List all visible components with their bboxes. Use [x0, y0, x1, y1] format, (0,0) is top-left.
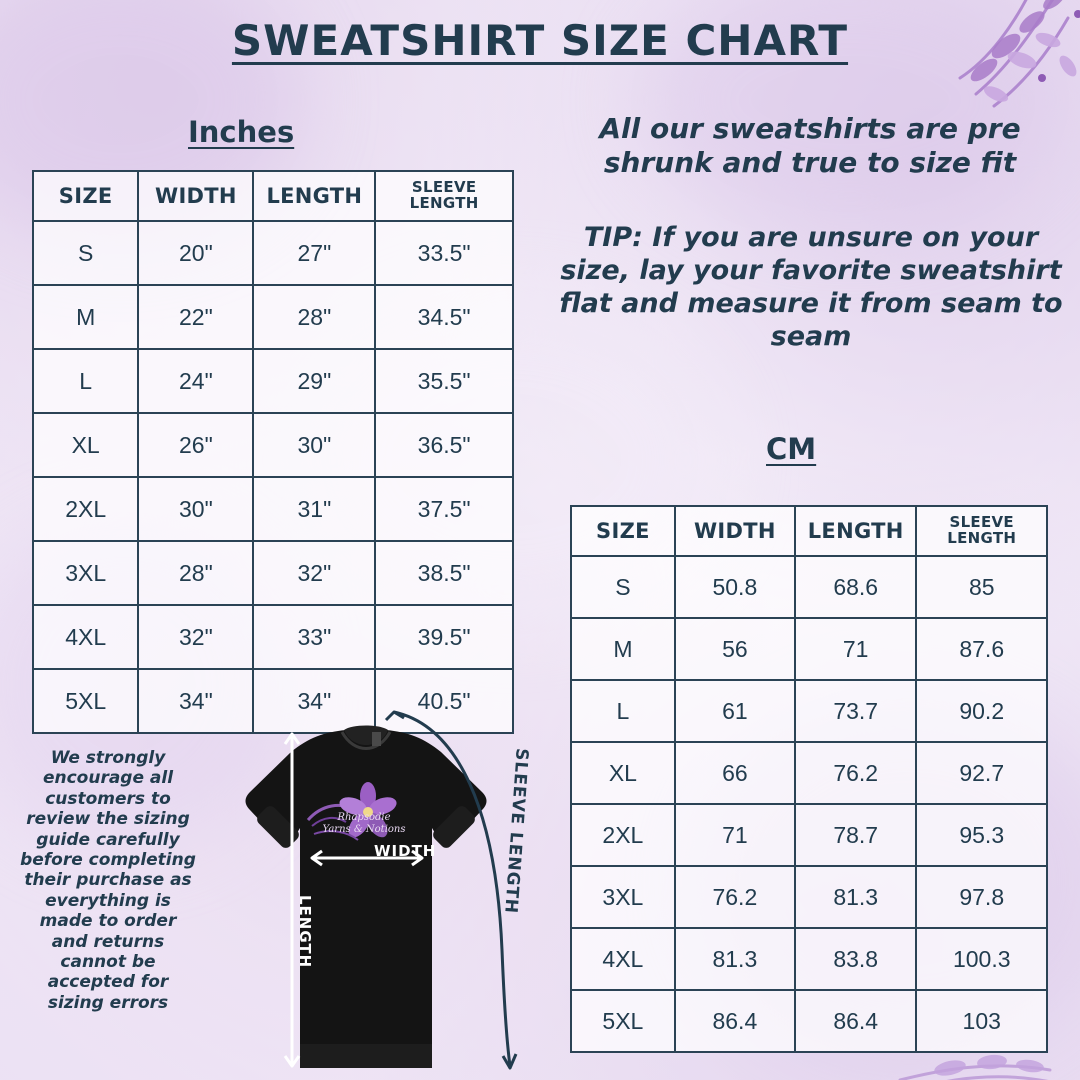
table-row: [571, 866, 1047, 928]
cell-width: 32": [138, 605, 253, 669]
cell-sleeve: 35.5": [375, 349, 513, 413]
cell-width: 76.2: [675, 866, 795, 928]
cell-sleeve: 37.5": [375, 477, 513, 541]
cell-size: XL: [571, 742, 675, 804]
cell-size: M: [571, 618, 675, 680]
cell-length: 33": [253, 605, 375, 669]
cell-sleeve: 87.6: [916, 618, 1047, 680]
cell-length: 86.4: [795, 990, 917, 1052]
note-sizing-tip: TIP: If you are unsure on your size, lay your favorite sweatshirt flat and measure it from seam to seam: [559, 222, 1063, 352]
cell-width: 56: [675, 618, 795, 680]
cm-size-table: [570, 505, 1048, 1053]
cell-length: 32": [253, 541, 375, 605]
cell-sleeve: 38.5": [375, 541, 513, 605]
cell-sleeve: 33.5": [375, 221, 513, 285]
cell-size: S: [571, 556, 675, 618]
cell-size: 4XL: [33, 605, 138, 669]
brand-logo-text: [304, 812, 424, 835]
note-preshrunk: All our sweatshirts are pre shrunk and true to size fit: [599, 112, 1021, 180]
table-row: [571, 928, 1047, 990]
cell-size: 5XL: [33, 669, 138, 733]
cell-width: 50.8: [675, 556, 795, 618]
sweatshirt-diagram: [196, 700, 556, 1080]
cell-sleeve: 95.3: [916, 804, 1047, 866]
cell-width: 28": [138, 541, 253, 605]
cell-sleeve: 97.8: [916, 866, 1047, 928]
cell-sleeve: 39.5": [375, 605, 513, 669]
column-header-width: WIDTH: [138, 171, 253, 221]
cell-width: 26": [138, 413, 253, 477]
cell-width: 24": [138, 349, 253, 413]
cell-size: S: [33, 221, 138, 285]
column-header-size: SIZE: [33, 171, 138, 221]
cell-length: 28": [253, 285, 375, 349]
table-row: [33, 285, 513, 349]
table-row: [33, 541, 513, 605]
cell-width: 81.3: [675, 928, 795, 990]
table-row: [33, 349, 513, 413]
cell-size: L: [33, 349, 138, 413]
table-row: [33, 221, 513, 285]
cell-size: 4XL: [571, 928, 675, 990]
column-header-width: WIDTH: [675, 506, 795, 556]
cell-width: 22": [138, 285, 253, 349]
table-header-row: [33, 171, 513, 221]
inches-size-table: [32, 170, 514, 734]
column-header-length: LENGTH: [795, 506, 917, 556]
column-header-length: LENGTH: [253, 171, 375, 221]
cell-length: 30": [253, 413, 375, 477]
cell-sleeve: 103: [916, 990, 1047, 1052]
column-header-size: SIZE: [571, 506, 675, 556]
inches-section-label: Inches: [188, 115, 295, 149]
cell-sleeve: 40.5": [375, 669, 513, 733]
table-row: [571, 618, 1047, 680]
column-header-sleeve-length: SLEEVE LENGTH: [375, 171, 513, 221]
table-header-row: [571, 506, 1047, 556]
table-row: [571, 804, 1047, 866]
cell-length: 83.8: [795, 928, 917, 990]
cell-length: 71: [795, 618, 917, 680]
cell-sleeve: 90.2: [916, 680, 1047, 742]
cell-size: M: [33, 285, 138, 349]
cell-length: 34": [253, 669, 375, 733]
cell-sleeve: 34.5": [375, 285, 513, 349]
table-row: [571, 556, 1047, 618]
table-row: [33, 605, 513, 669]
cm-section-label: CM: [766, 432, 817, 466]
cell-sleeve: 36.5": [375, 413, 513, 477]
cell-sleeve: 100.3: [916, 928, 1047, 990]
garment-shape: [246, 726, 487, 1069]
cell-length: 27": [253, 221, 375, 285]
sleeve-length-label: SLEEVE LENGTH: [500, 747, 532, 915]
table-row: [33, 413, 513, 477]
cell-length: 76.2: [795, 742, 917, 804]
cell-length: 68.6: [795, 556, 917, 618]
cell-width: 34": [138, 669, 253, 733]
cell-size: XL: [33, 413, 138, 477]
cell-width: 30": [138, 477, 253, 541]
cell-size: 3XL: [33, 541, 138, 605]
cell-width: 86.4: [675, 990, 795, 1052]
cell-length: 78.7: [795, 804, 917, 866]
cell-length: 29": [253, 349, 375, 413]
table-row: [33, 477, 513, 541]
note-return-policy: We strongly encourage all customers to review the sizing guide carefully before completing their purchase as everything is made to order and returns cannot be accepted for sizing errors: [20, 748, 196, 1013]
cell-width: 61: [675, 680, 795, 742]
cell-width: 66: [675, 742, 795, 804]
cell-sleeve: 92.7: [916, 742, 1047, 804]
table-row: [571, 742, 1047, 804]
cell-length: 73.7: [795, 680, 917, 742]
column-header-sleeve-length: SLEEVE LENGTH: [916, 506, 1047, 556]
cell-length: 81.3: [795, 866, 917, 928]
cell-width: 71: [675, 804, 795, 866]
width-label: WIDTH: [374, 842, 437, 860]
cell-length: 31": [253, 477, 375, 541]
cell-size: 3XL: [571, 866, 675, 928]
cell-size: L: [571, 680, 675, 742]
cell-size: 2XL: [571, 804, 675, 866]
length-label: LENGTH: [296, 895, 314, 969]
cell-size: 5XL: [571, 990, 675, 1052]
cell-size: 2XL: [33, 477, 138, 541]
brand-line-2: Yarns & Notions: [322, 823, 406, 835]
brand-line-1: Rhapsodie: [337, 812, 391, 823]
table-row: [571, 680, 1047, 742]
cell-width: 20": [138, 221, 253, 285]
table-row: [571, 990, 1047, 1052]
cell-sleeve: 85: [916, 556, 1047, 618]
page-title: SWEATSHIRT SIZE CHART: [231, 16, 849, 65]
